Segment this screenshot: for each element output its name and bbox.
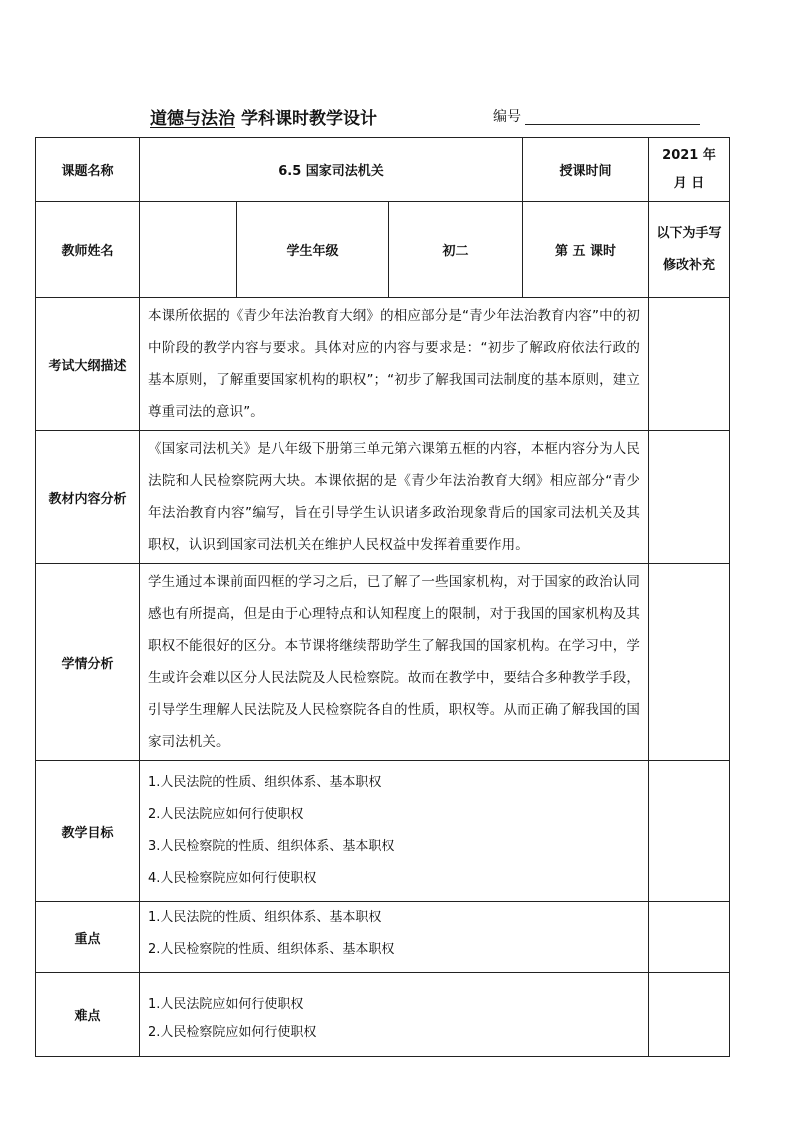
students-note-cell[interactable] [649, 564, 730, 761]
grade-label: 学生年级 [237, 202, 389, 298]
month-day-text: 月 日 [673, 175, 705, 191]
number-blank[interactable] [525, 124, 700, 125]
key-points-note-cell[interactable] [649, 902, 730, 973]
lesson-plan-table [35, 137, 730, 1057]
key-points-list [140, 902, 649, 973]
table-row [36, 138, 730, 202]
material-note-cell[interactable] [649, 431, 730, 564]
title-subtitle: 学科课时教学设计 [241, 109, 377, 129]
list-item: 4.人民检察院应如何行使职权 [148, 871, 317, 886]
list-item: 1.人民法院的性质、组织体系、基本职权 [148, 775, 382, 790]
difficulties-list [140, 973, 649, 1057]
table-row [36, 298, 730, 431]
list-item: 2.人民法院应如何行使职权 [148, 807, 304, 822]
table-row [36, 761, 730, 902]
goals-list [140, 761, 649, 902]
material-label: 教材内容分析 [36, 431, 140, 564]
list-item: 3.人民检察院的性质、组织体系、基本职权 [148, 839, 395, 854]
handwritten-note-header: 以下为手写修改补充 [649, 202, 730, 298]
time-value [649, 138, 730, 202]
subject-name: 道德与法治 [150, 109, 235, 129]
students-label: 学情分析 [36, 564, 140, 761]
difficulties-note-cell[interactable] [649, 973, 730, 1057]
list-item: 2.人民检察院应如何行使职权 [148, 1024, 317, 1040]
course-label: 课题名称 [36, 138, 140, 202]
table-row [36, 431, 730, 564]
table-row [36, 973, 730, 1057]
lesson-number: 第 五 课时 [523, 202, 649, 298]
syllabus-label: 考试大纲描述 [36, 298, 140, 431]
list-item: 1.人民法院的性质、组织体系、基本职权 [148, 910, 382, 925]
goals-label: 教学目标 [36, 761, 140, 902]
list-item: 2.人民检察院的性质、组织体系、基本职权 [148, 942, 395, 957]
key-points-label: 重点 [36, 902, 140, 973]
number-label: 编号 [493, 109, 521, 125]
table-row [36, 202, 730, 298]
year-text: 2021 年 [662, 147, 716, 163]
material-text: 《国家司法机关》是八年级下册第三单元第六课第五框的内容，本框内容分为人民法院和人民检察院两大块。本课依据的是《青少年法治教育大纲》相应部分“青少年法治教育内容”编写，旨在引导学生认识诸多政治现象背后的国家司法机关及其职权，认识到国家司法机关在维护人民权益中发挥着重要作用。 [140, 431, 649, 564]
goals-note-cell[interactable] [649, 761, 730, 902]
teacher-label: 教师姓名 [36, 202, 140, 298]
syllabus-text: 本课所依据的《青少年法治教育大纲》的相应部分是“青少年法治教育内容”中的初中阶段的教学内容与要求。具体对应的内容与要求是：“初步了解政府依法行政的基本原则，了解重要国家机构的职权”；“初步了解我国司法制度的基本原则，建立尊重司法的意识”。 [140, 298, 649, 431]
difficulties-label: 难点 [36, 973, 140, 1057]
table-row [36, 902, 730, 973]
course-value: 6.5 国家司法机关 [140, 138, 523, 202]
list-item: 1.人民法院应如何行使职权 [148, 996, 304, 1012]
table-row [36, 564, 730, 761]
document-title [150, 104, 720, 130]
grade-value: 初二 [389, 202, 523, 298]
teacher-value[interactable] [140, 202, 237, 298]
students-text: 学生通过本课前面四框的学习之后，已了解了一些国家机构，对于国家的政治认同感也有所提高，但是由于心理特点和认知程度上的限制，对于我国的国家机构及其职权不能很好的区分。本节课将继续帮助学生了解我国的国家机构。在学习中，学生或许会难以区分人民法院及人民检察院。故而在教学中，要结合多种教学手段，引导学生理解人民法院及人民检察院各自的性质，职权等。从而正确了解我国的国家司法机关。 [140, 564, 649, 761]
syllabus-note-cell[interactable] [649, 298, 730, 431]
time-label: 授课时间 [523, 138, 649, 202]
